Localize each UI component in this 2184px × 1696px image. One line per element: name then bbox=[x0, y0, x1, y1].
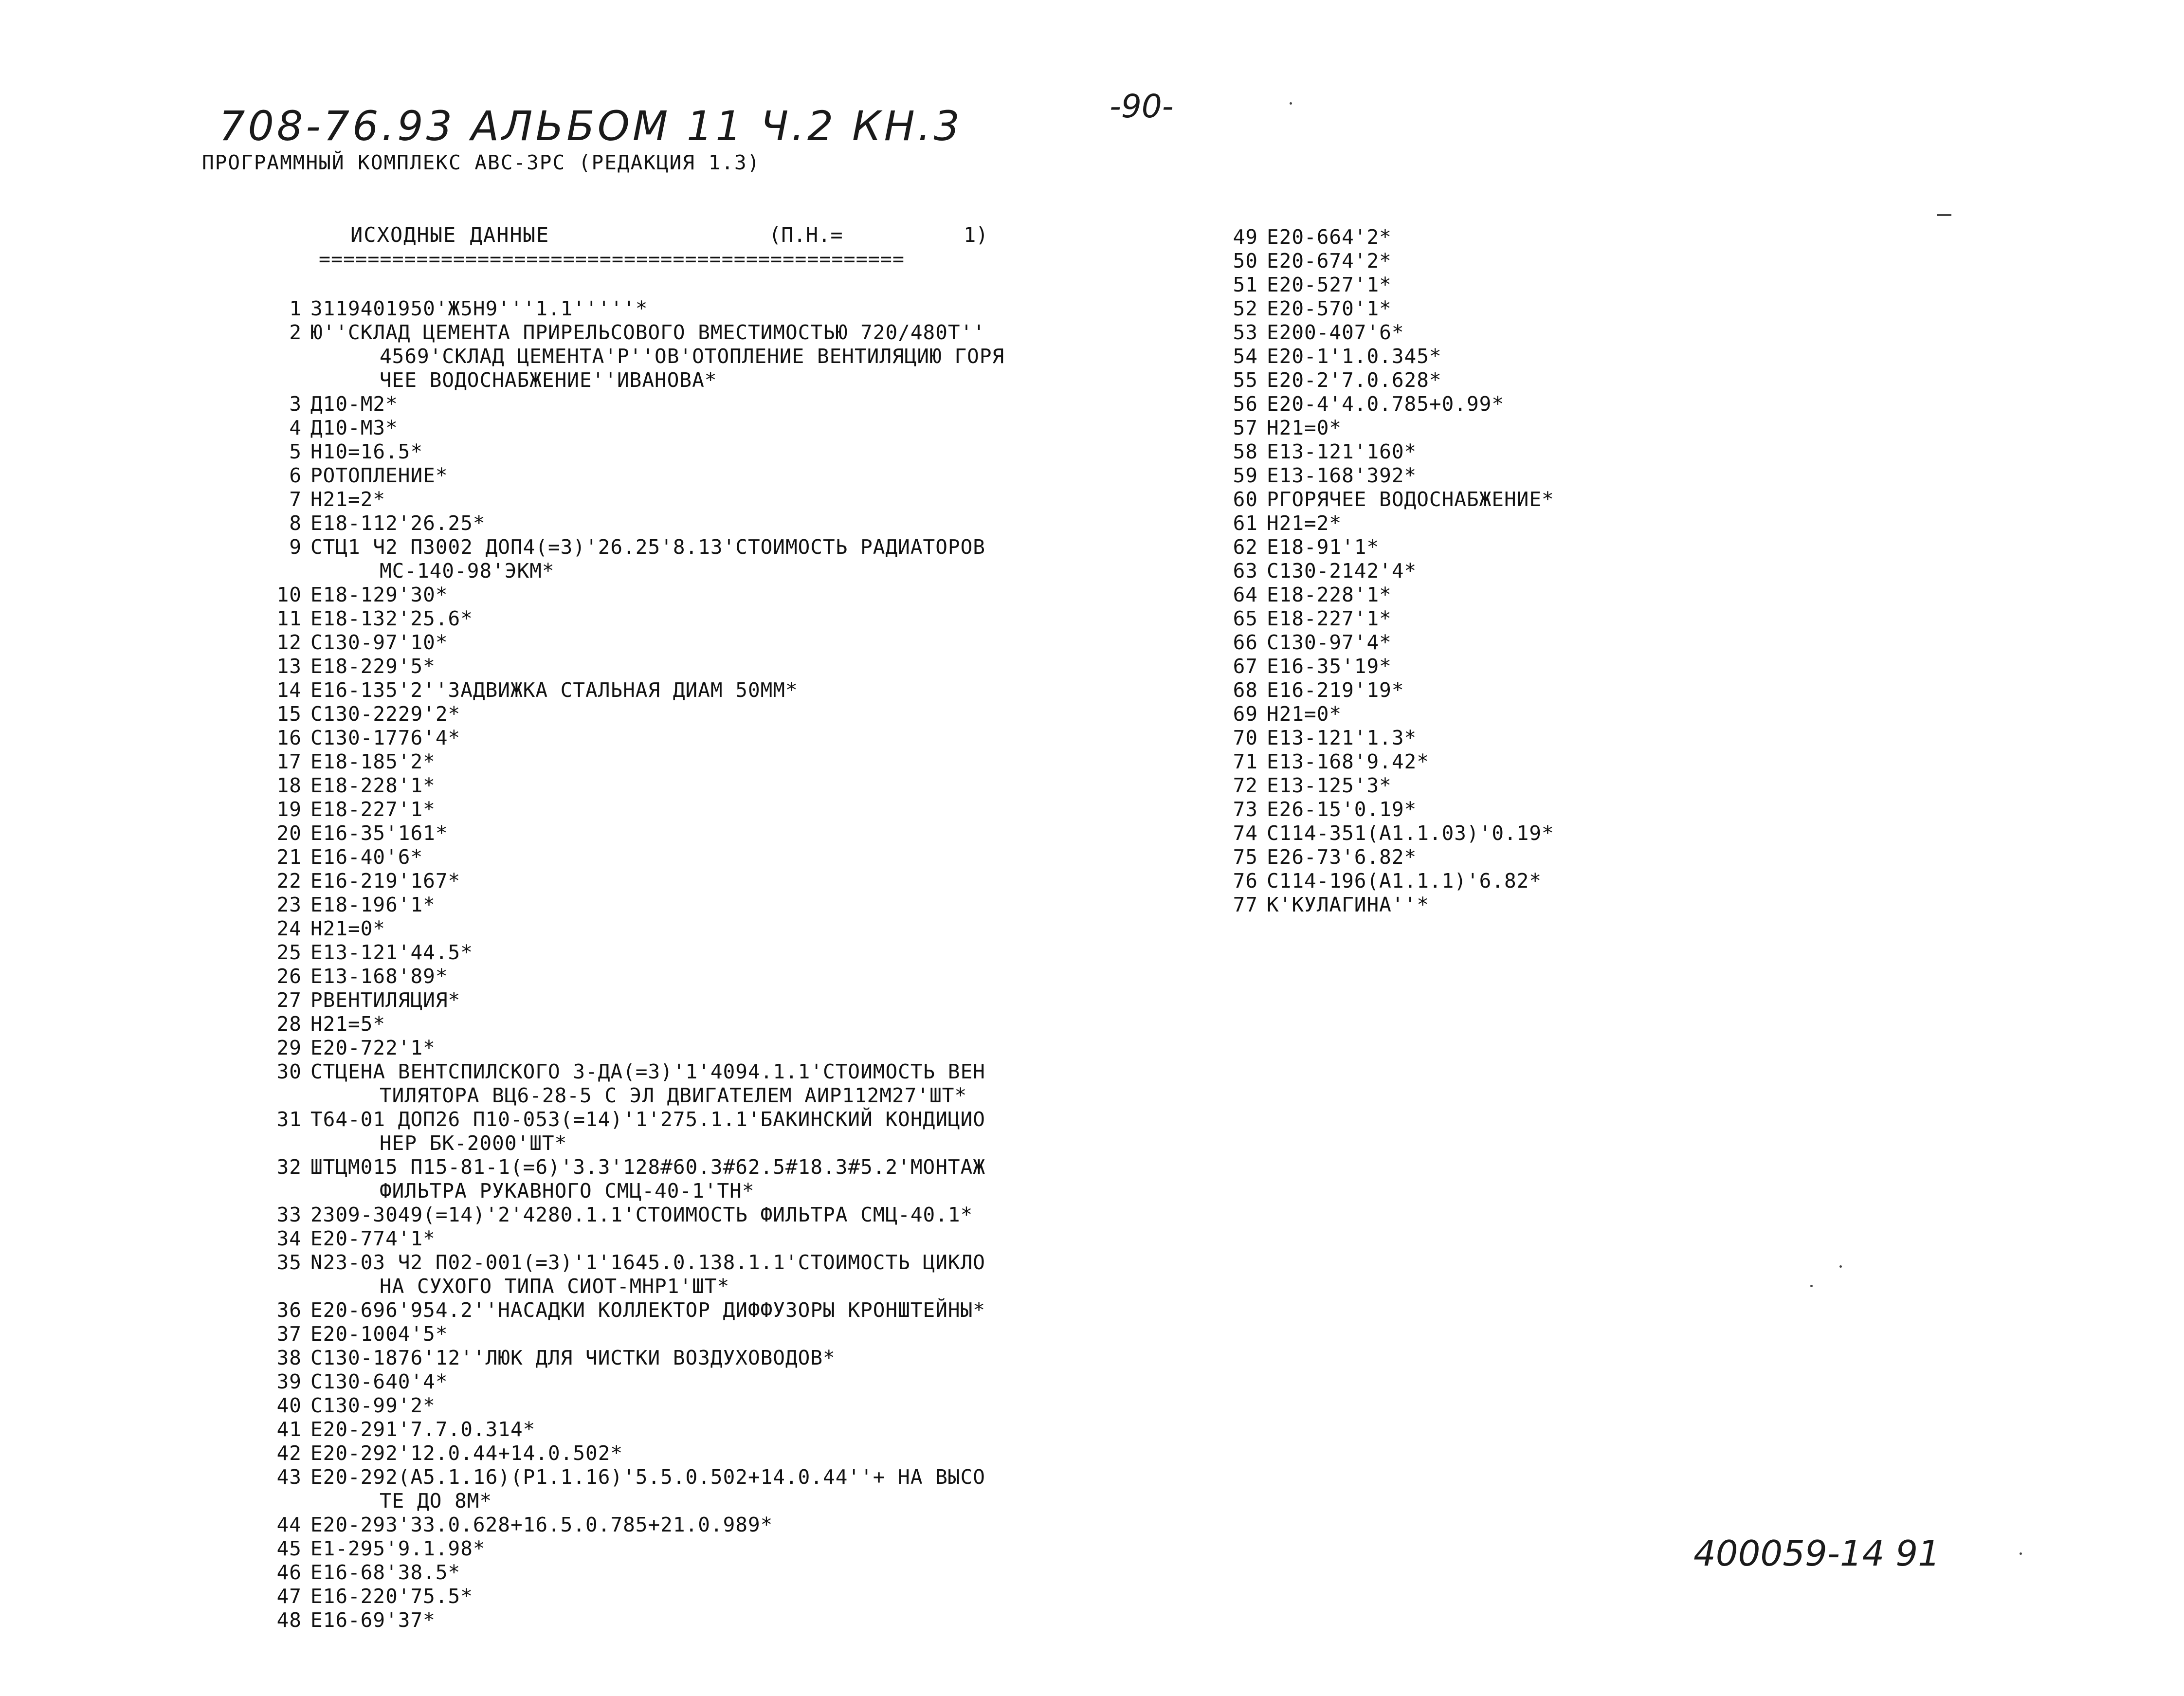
entry-line bbox=[260, 535, 1127, 559]
entry-continuation: ТЕ ДО 8М* bbox=[380, 1489, 492, 1513]
entry-number: 30 bbox=[276, 1060, 302, 1083]
entry-number: 39 bbox=[276, 1370, 302, 1393]
entry-continuation: НЕР БК-2000'ШТ* bbox=[380, 1131, 567, 1155]
handwritten-album-code: 708-76.93 АЛЬБОМ 11 Ч.2 КН.3 bbox=[219, 102, 963, 150]
entry-text: Н21=0* bbox=[310, 917, 386, 940]
entry-number: 40 bbox=[276, 1394, 302, 1417]
entry-text: Е16-219'19* bbox=[1267, 678, 1404, 702]
entry-number: 27 bbox=[276, 988, 302, 1012]
entry-line bbox=[1217, 869, 1703, 893]
entry-line bbox=[1217, 845, 1703, 869]
heading-rule: ================================================ bbox=[319, 248, 905, 271]
entry-text: Е26-73'6.82* bbox=[1267, 845, 1417, 869]
entry-number: 72 bbox=[1233, 774, 1258, 797]
entry-line bbox=[260, 678, 1127, 702]
entry-line bbox=[1217, 678, 1703, 702]
entry-text: Н10=16.5* bbox=[310, 440, 423, 463]
entry-number: 15 bbox=[276, 702, 302, 726]
entry-line bbox=[260, 869, 1127, 893]
entry-number: 23 bbox=[276, 893, 302, 916]
entry-text: 3119401950'Ж5Н9'''1.1'''''* bbox=[310, 297, 648, 320]
entry-line bbox=[260, 368, 1127, 392]
entry-line bbox=[260, 798, 1127, 821]
entry-number: 38 bbox=[276, 1346, 302, 1369]
entry-text: Е13-121'1.3* bbox=[1267, 726, 1417, 749]
entry-line bbox=[260, 1513, 1127, 1537]
entry-text: Е18-112'26.25* bbox=[310, 511, 486, 535]
entry-number: 21 bbox=[276, 845, 302, 869]
entry-line bbox=[1217, 559, 1703, 583]
entry-number: 29 bbox=[276, 1036, 302, 1059]
entry-line bbox=[260, 1441, 1127, 1465]
entry-text: Е20-722'1* bbox=[310, 1036, 436, 1059]
entry-number: 32 bbox=[276, 1155, 302, 1179]
entry-text: К'КУЛАГИНА''* bbox=[1267, 893, 1429, 916]
entry-number: 14 bbox=[276, 678, 302, 702]
entry-line bbox=[260, 726, 1127, 750]
entry-number: 59 bbox=[1233, 464, 1258, 487]
entry-line bbox=[260, 1585, 1127, 1608]
entry-number: 70 bbox=[1233, 726, 1258, 749]
entry-line bbox=[1217, 893, 1703, 917]
entry-text: С130-2229'2* bbox=[310, 702, 461, 726]
entry-number: 62 bbox=[1233, 535, 1258, 559]
entry-line bbox=[260, 559, 1127, 583]
entry-line bbox=[1217, 535, 1703, 559]
entry-line bbox=[260, 1561, 1127, 1585]
entry-text: Е16-35'19* bbox=[1267, 655, 1392, 678]
entry-number: 20 bbox=[276, 821, 302, 845]
entry-line bbox=[1217, 798, 1703, 821]
entry-number: 12 bbox=[276, 631, 302, 654]
entry-number: 50 bbox=[1233, 249, 1258, 273]
entry-number: 53 bbox=[1233, 321, 1258, 344]
entry-text: СТЦ1 Ч2 П3002 ДОП4(=3)'26.25'8.13'СТОИМОСТЬ РАДИАТОРОВ bbox=[310, 535, 985, 559]
entry-number: 3 bbox=[289, 392, 302, 416]
entry-line bbox=[260, 1203, 1127, 1227]
entry-number: 22 bbox=[276, 869, 302, 893]
entry-line bbox=[260, 1179, 1127, 1203]
entry-line bbox=[260, 1608, 1127, 1632]
entry-text: Е20-570'1* bbox=[1267, 297, 1392, 320]
entry-number: 49 bbox=[1233, 225, 1258, 249]
entry-text: Е18-91'1* bbox=[1267, 535, 1380, 559]
entry-line bbox=[260, 416, 1127, 440]
entry-text: Е20-2'7.0.628* bbox=[1267, 368, 1442, 392]
entry-number: 31 bbox=[276, 1108, 302, 1131]
entry-text: Н21=2* bbox=[310, 488, 386, 511]
entry-number: 43 bbox=[276, 1465, 302, 1489]
entry-number: 28 bbox=[276, 1012, 302, 1036]
entry-continuation: ТИЛЯТОРА ВЦ6-28-5 С ЭЛ ДВИГАТЕЛЕМ АИР112М27'ШТ* bbox=[380, 1084, 967, 1107]
entry-line bbox=[260, 1370, 1127, 1394]
entry-text: Е13-125'3* bbox=[1267, 774, 1392, 797]
entry-number: 17 bbox=[276, 750, 302, 773]
entry-line bbox=[260, 1537, 1127, 1561]
scan-speck bbox=[1290, 102, 1292, 105]
entry-line bbox=[260, 1489, 1127, 1513]
entry-line bbox=[260, 1131, 1127, 1155]
entry-text: С130-99'2* bbox=[310, 1394, 436, 1417]
entry-text: РВЕНТИЛЯЦИЯ* bbox=[310, 988, 461, 1012]
entry-number: 52 bbox=[1233, 297, 1258, 320]
entry-number: 75 bbox=[1233, 845, 1258, 869]
entry-text: Н21=5* bbox=[310, 1012, 386, 1036]
entry-line bbox=[260, 1060, 1127, 1084]
entry-number: 73 bbox=[1233, 798, 1258, 821]
heading-pn-label: (П.Н.= bbox=[769, 223, 843, 247]
entry-number: 51 bbox=[1233, 273, 1258, 296]
entry-line bbox=[1217, 297, 1703, 321]
entry-text: С130-640'4* bbox=[310, 1370, 448, 1393]
entry-text: Е20-674'2* bbox=[1267, 249, 1392, 273]
scan-speck bbox=[2020, 1552, 2022, 1555]
entry-line bbox=[1217, 249, 1703, 273]
page-number: -90- bbox=[1110, 88, 1174, 125]
entry-number: 24 bbox=[276, 917, 302, 940]
entry-number: 64 bbox=[1233, 583, 1258, 606]
entry-text: Е20-293'33.0.628+16.5.0.785+21.0.989* bbox=[310, 1513, 773, 1536]
entry-text: Е18-227'1* bbox=[1267, 607, 1392, 630]
entry-number: 63 bbox=[1233, 559, 1258, 583]
entry-number: 46 bbox=[276, 1561, 302, 1584]
entry-line bbox=[1217, 440, 1703, 464]
entry-line bbox=[1217, 726, 1703, 750]
entry-text: Е20-1004'5* bbox=[310, 1322, 448, 1346]
entry-text: Н21=0* bbox=[1267, 416, 1342, 439]
entry-text: РГОРЯЧЕЕ ВОДОСНАБЖЕНИЕ* bbox=[1267, 488, 1554, 511]
entry-number: 48 bbox=[276, 1608, 302, 1632]
entry-line bbox=[260, 1394, 1127, 1418]
entry-line bbox=[260, 941, 1127, 965]
entry-text: С114-196(А1.1.1)'6.82* bbox=[1267, 869, 1542, 893]
entry-text: Ю''СКЛАД ЦЕМЕНТА ПРИРЕЛЬСОВОГО ВМЕСТИМОСТЬЮ 720/480Т'' bbox=[310, 321, 985, 344]
entry-line bbox=[260, 750, 1127, 774]
entry-line bbox=[1217, 464, 1703, 488]
entry-text: Е16-135'2''ЗАДВИЖКА СТАЛЬНАЯ ДИАМ 50ММ* bbox=[310, 678, 798, 702]
entry-continuation: ФИЛЬТРА РУКАВНОГО СМЦ-40-1'ТН* bbox=[380, 1179, 755, 1203]
entry-line bbox=[1217, 655, 1703, 678]
entry-number: 65 bbox=[1233, 607, 1258, 630]
entry-number: 26 bbox=[276, 965, 302, 988]
section-heading: ИСХОДНЫЕ ДАННЫЕ bbox=[350, 223, 550, 247]
entry-text: Е18-185'2* bbox=[310, 750, 436, 773]
scan-speck bbox=[1810, 1285, 1813, 1287]
entry-line bbox=[260, 774, 1127, 798]
entry-text: Д10-М3* bbox=[310, 416, 398, 439]
entry-number: 8 bbox=[289, 511, 302, 535]
entry-number: 19 bbox=[276, 798, 302, 821]
entry-text: Е20-774'1* bbox=[310, 1227, 436, 1250]
entry-text: Н21=2* bbox=[1267, 511, 1342, 535]
entry-line bbox=[1217, 345, 1703, 368]
scan-speck bbox=[1839, 1265, 1842, 1268]
entry-number: 37 bbox=[276, 1322, 302, 1346]
entry-number: 47 bbox=[276, 1585, 302, 1608]
entry-line bbox=[260, 607, 1127, 631]
entry-continuation: ЧЕЕ ВОДОСНАБЖЕНИЕ''ИВАНОВА* bbox=[380, 368, 717, 392]
entry-text: Е13-168'89* bbox=[310, 965, 448, 988]
entry-number: 5 bbox=[289, 440, 302, 463]
entry-text: Е16-40'6* bbox=[310, 845, 423, 869]
entry-number: 35 bbox=[276, 1251, 302, 1274]
entry-text: Е18-228'1* bbox=[310, 774, 436, 797]
entry-line bbox=[260, 1322, 1127, 1346]
left-column-entries bbox=[260, 297, 1127, 1632]
entry-text: СТЦЕНА ВЕНТСПИЛСКОГО 3-ДА(=3)'1'4094.1.1'СТОИМОСТЬ ВЕН bbox=[310, 1060, 985, 1083]
entry-line bbox=[260, 1084, 1127, 1108]
entry-number: 54 bbox=[1233, 345, 1258, 368]
entry-number: 76 bbox=[1233, 869, 1258, 893]
entry-number: 42 bbox=[276, 1441, 302, 1465]
entry-text: РОТОПЛЕНИЕ* bbox=[310, 464, 448, 487]
entry-text: Е20-291'7.7.0.314* bbox=[310, 1418, 536, 1441]
entry-number: 1 bbox=[289, 297, 302, 320]
entry-number: 44 bbox=[276, 1513, 302, 1536]
entry-line bbox=[260, 1275, 1127, 1298]
entry-line bbox=[260, 631, 1127, 655]
entry-text: Е20-292(А5.1.16)(Р1.1.16)'5.5.0.502+14.0.44''+ НА ВЫСО bbox=[310, 1465, 985, 1489]
entry-continuation: 4569'СКЛАД ЦЕМЕНТА'Р''ОВ'ОТОПЛЕНИЕ ВЕНТИЛЯЦИЮ ГОРЯ bbox=[380, 345, 1005, 368]
entry-number: 67 bbox=[1233, 655, 1258, 678]
right-column-entries bbox=[1217, 225, 1703, 917]
entry-text: Е18-129'30* bbox=[310, 583, 448, 606]
heading-pn-value: 1) bbox=[964, 223, 988, 247]
entry-line bbox=[1217, 273, 1703, 297]
entry-number: 36 bbox=[276, 1298, 302, 1322]
program-title: ПРОГРАММНЫЙ КОМПЛЕКС АВС-3РС (РЕДАКЦИЯ 1.3) bbox=[202, 151, 761, 174]
entry-line bbox=[260, 464, 1127, 488]
entry-line bbox=[260, 1346, 1127, 1370]
entry-text: Т64-01 ДОП26 П10-053(=14)'1'275.1.1'БАКИНСКИЙ КОНДИЦИО bbox=[310, 1108, 985, 1131]
entry-text: Е18-228'1* bbox=[1267, 583, 1392, 606]
entry-line bbox=[1217, 321, 1703, 345]
entry-number: 69 bbox=[1233, 702, 1258, 726]
entry-text: С130-1876'12''ЛЮК ДЛЯ ЧИСТКИ ВОЗДУХОВОДОВ* bbox=[310, 1346, 836, 1369]
entry-line bbox=[260, 988, 1127, 1012]
entry-line bbox=[260, 821, 1127, 845]
entry-line bbox=[1217, 416, 1703, 440]
entry-number: 11 bbox=[276, 607, 302, 630]
scan-speck bbox=[1937, 214, 1951, 216]
entry-text: Е18-132'25.6* bbox=[310, 607, 473, 630]
entry-number: 7 bbox=[289, 488, 302, 511]
entry-text: Е16-68'38.5* bbox=[310, 1561, 461, 1584]
entry-text: Е20-292'12.0.44+14.0.502* bbox=[310, 1441, 623, 1465]
handwritten-archive-code: 400059-14 91 bbox=[1693, 1533, 1940, 1574]
entry-number: 66 bbox=[1233, 631, 1258, 654]
entry-line bbox=[260, 1108, 1127, 1131]
entry-text: С130-1776'4* bbox=[310, 726, 461, 749]
entry-line bbox=[260, 392, 1127, 416]
entry-line bbox=[260, 965, 1127, 988]
entry-line bbox=[1217, 583, 1703, 607]
entry-text: С114-351(А1.1.03)'0.19* bbox=[1267, 821, 1554, 845]
entry-text: Е16-69'37* bbox=[310, 1608, 436, 1632]
entry-line bbox=[260, 1298, 1127, 1322]
entry-text: Е13-168'392* bbox=[1267, 464, 1417, 487]
entry-number: 18 bbox=[276, 774, 302, 797]
entry-line bbox=[260, 702, 1127, 726]
entry-number: 55 bbox=[1233, 368, 1258, 392]
entry-text: Е20-4'4.0.785+0.99* bbox=[1267, 392, 1504, 416]
entry-line bbox=[260, 345, 1127, 368]
entry-text: Е13-121'160* bbox=[1267, 440, 1417, 463]
entry-number: 57 bbox=[1233, 416, 1258, 439]
entry-line bbox=[260, 1227, 1127, 1251]
entry-text: С130-2142'4* bbox=[1267, 559, 1417, 583]
entry-line bbox=[260, 1465, 1127, 1489]
entry-text: Е18-227'1* bbox=[310, 798, 436, 821]
entry-line bbox=[260, 1251, 1127, 1275]
entry-text: Е20-1'1.0.345* bbox=[1267, 345, 1442, 368]
entry-line bbox=[1217, 392, 1703, 416]
entry-number: 56 bbox=[1233, 392, 1258, 416]
entry-number: 77 bbox=[1233, 893, 1258, 916]
entry-line bbox=[1217, 821, 1703, 845]
entry-line bbox=[260, 440, 1127, 464]
entry-number: 61 bbox=[1233, 511, 1258, 535]
entry-text: Е13-168'9.42* bbox=[1267, 750, 1429, 773]
entry-line bbox=[260, 1418, 1127, 1441]
entry-text: Н21=0* bbox=[1267, 702, 1342, 726]
entry-number: 33 bbox=[276, 1203, 302, 1226]
entry-number: 13 bbox=[276, 655, 302, 678]
entry-line bbox=[260, 583, 1127, 607]
entry-number: 4 bbox=[289, 416, 302, 439]
entry-text: Е20-527'1* bbox=[1267, 273, 1392, 296]
entry-number: 6 bbox=[289, 464, 302, 487]
entry-number: 10 bbox=[276, 583, 302, 606]
entry-line bbox=[1217, 702, 1703, 726]
entry-line bbox=[1217, 631, 1703, 655]
entry-line bbox=[260, 488, 1127, 511]
entry-text: Е1-295'9.1.98* bbox=[310, 1537, 486, 1560]
entry-text: 2309-3049(=14)'2'4280.1.1'СТОИМОСТЬ ФИЛЬТРА СМЦ-40.1* bbox=[310, 1203, 973, 1226]
entry-text: С130-97'4* bbox=[1267, 631, 1392, 654]
entry-line bbox=[1217, 225, 1703, 249]
entry-text: Е16-220'75.5* bbox=[310, 1585, 473, 1608]
entry-number: 25 bbox=[276, 941, 302, 964]
entry-number: 58 bbox=[1233, 440, 1258, 463]
entry-number: 2 bbox=[289, 321, 302, 344]
entry-text: Д10-М2* bbox=[310, 392, 398, 416]
entry-number: 41 bbox=[276, 1418, 302, 1441]
entry-text: Е20-664'2* bbox=[1267, 225, 1392, 249]
entry-text: Е26-15'0.19* bbox=[1267, 798, 1417, 821]
entry-line bbox=[260, 845, 1127, 869]
entry-number: 16 bbox=[276, 726, 302, 749]
entry-text: С130-97'10* bbox=[310, 631, 448, 654]
entry-line bbox=[260, 1036, 1127, 1060]
entry-text: Е16-35'161* bbox=[310, 821, 448, 845]
entry-text: Е18-229'5* bbox=[310, 655, 436, 678]
entry-line bbox=[1217, 511, 1703, 535]
entry-text: N23-03 Ч2 П02-001(=3)'1'1645.0.138.1.1'СТОИМОСТЬ ЦИКЛО bbox=[310, 1251, 985, 1274]
entry-text: Е16-219'167* bbox=[310, 869, 461, 893]
entry-text: ШТЦМ015 П15-81-1(=6)'3.3'128#60.3#62.5#18.3#5.2'МОНТАЖ bbox=[310, 1155, 985, 1179]
entry-number: 34 bbox=[276, 1227, 302, 1250]
entry-line bbox=[260, 893, 1127, 917]
entry-text: Е20-696'954.2''НАСАДКИ КОЛЛЕКТОР ДИФФУЗОРЫ КРОНШТЕЙНЫ* bbox=[310, 1298, 985, 1322]
entry-number: 9 bbox=[289, 535, 302, 559]
entry-line bbox=[1217, 488, 1703, 511]
entry-number: 68 bbox=[1233, 678, 1258, 702]
entry-number: 45 bbox=[276, 1537, 302, 1560]
entry-line bbox=[260, 1012, 1127, 1036]
entry-number: 60 bbox=[1233, 488, 1258, 511]
entry-continuation: НА СУХОГО ТИПА СИОТ-МНР1'ШТ* bbox=[380, 1275, 730, 1298]
entry-line bbox=[260, 655, 1127, 678]
entry-line bbox=[1217, 368, 1703, 392]
entry-line bbox=[260, 511, 1127, 535]
entry-text: Е200-407'6* bbox=[1267, 321, 1404, 344]
entry-line bbox=[1217, 607, 1703, 631]
entry-text: Е13-121'44.5* bbox=[310, 941, 473, 964]
entry-line bbox=[260, 1155, 1127, 1179]
entry-line bbox=[260, 297, 1127, 321]
entry-number: 71 bbox=[1233, 750, 1258, 773]
entry-number: 74 bbox=[1233, 821, 1258, 845]
entry-line bbox=[1217, 774, 1703, 798]
entry-line bbox=[260, 321, 1127, 345]
entry-line bbox=[1217, 750, 1703, 774]
entry-text: Е18-196'1* bbox=[310, 893, 436, 916]
entry-line bbox=[260, 917, 1127, 941]
entry-continuation: МС-140-98'ЭКМ* bbox=[380, 559, 555, 583]
